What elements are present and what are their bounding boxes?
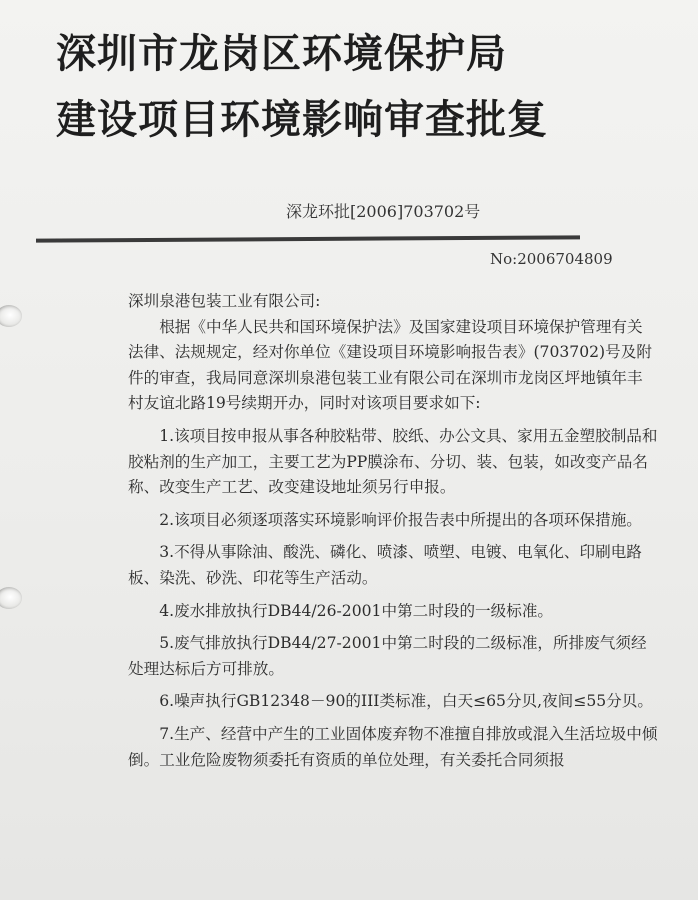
punch-hole bbox=[0, 587, 22, 609]
requirement-item-3: 3.不得从事除油、酸洗、磷化、喷漆、喷塑、电镀、电氧化、印刷电路板、染洗、砂洗、印花等生产活动。 bbox=[128, 543, 642, 587]
requirement-item-5: 5.废气排放执行DB44/27-2001中第二时段的二级标准，所排废气须经处理达标后方可排放。 bbox=[128, 634, 647, 678]
punch-hole bbox=[0, 305, 22, 327]
requirement-item-4: 4.废水排放执行DB44/26-2001中第二时段的一级标准。 bbox=[159, 601, 554, 620]
title-line-1: 深圳市龙岗区环境保护局 bbox=[56, 31, 507, 77]
serial-number: No:2006704809 bbox=[490, 250, 613, 268]
document-number: 深龙环批[2006]703702号 bbox=[286, 202, 481, 221]
intro-paragraph: 根据《中华人民共和国环境保护法》及国家建设项目环境保护管理有关法律、法规规定，经对你单位《建设项目环境影响报告表》(703702)号及附件的审查，我局同意深圳泉港包装工业有限公司在深圳市龙岗区坪地镇年丰村友谊北路19号续期开办，同时对该项目要求如下: bbox=[128, 317, 652, 413]
title-line-2: 建设项目环境影响审查批复 bbox=[56, 97, 548, 143]
requirement-item-6: 6.噪声执行GB12348－90的III类标准，白天≤65分贝,夜间≤55分贝。 bbox=[159, 692, 653, 711]
document-body bbox=[128, 289, 658, 773]
addressee: 深圳泉港包装工业有限公司: bbox=[128, 292, 321, 310]
requirement-item-2: 2.该项目必须逐项落实环境影响评价报告表中所提出的各项环保措施。 bbox=[159, 510, 642, 529]
header-divider bbox=[36, 235, 580, 242]
requirement-item-1: 1.该项目按申报从事各种胶粘带、胶纸、办公文具、家用五金塑胶制品和胶粘剂的生产加工，主要工艺为PP膜涂布、分切、装、包装，如改变产品名称、改变生产工艺、改变建设地址须另行申报。 bbox=[128, 426, 658, 497]
requirement-item-7: 7.生产、经营中产生的工业固体废弃物不准擅自排放或混入生活垃圾中倾倒。工业危险废物须委托有资质的单位处理，有关委托合同须报 bbox=[128, 724, 658, 769]
